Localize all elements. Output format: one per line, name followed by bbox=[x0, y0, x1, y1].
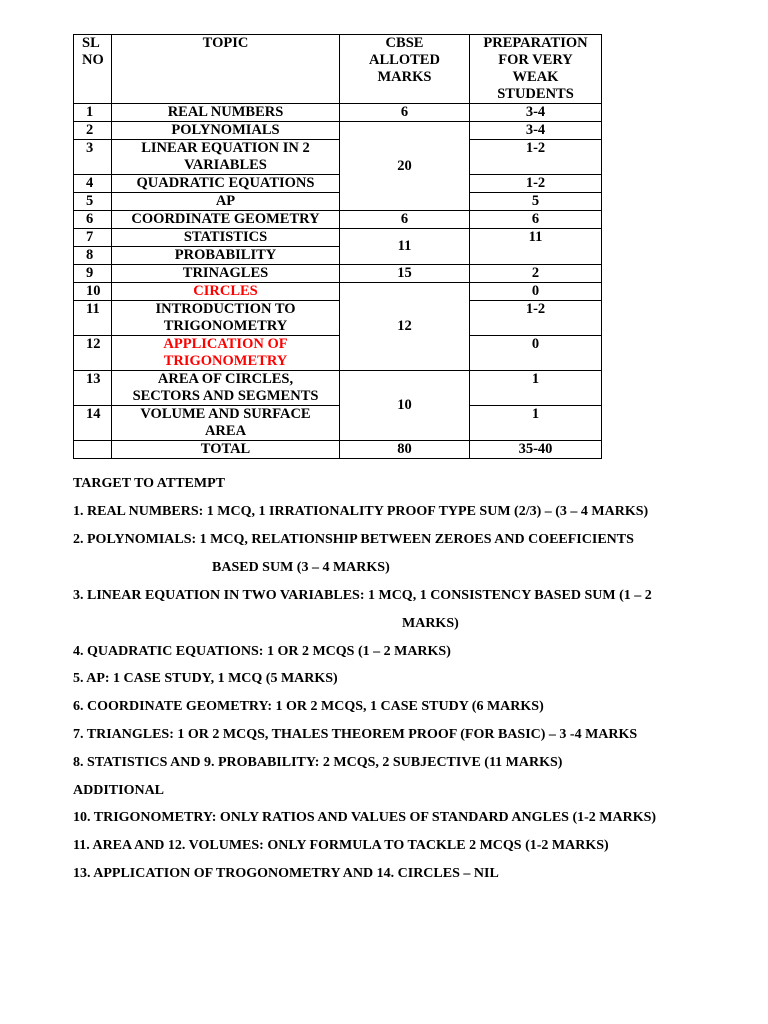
note-line: 5. AP: 1 CASE STUDY, 1 MCQ (5 MARKS) bbox=[73, 671, 338, 686]
sl-cell: 1 bbox=[74, 104, 112, 122]
sl-cell: 2 bbox=[74, 122, 112, 140]
prep-cell: 1 bbox=[470, 371, 602, 406]
sl-cell: 5 bbox=[74, 193, 112, 211]
marks-table bbox=[73, 34, 602, 459]
prep-cell: 11 bbox=[470, 229, 602, 265]
notes-heading: TARGET TO ATTEMPT bbox=[73, 476, 225, 491]
topic-cell: LINEAR EQUATION IN 2 VARIABLES bbox=[112, 140, 340, 175]
sl-cell: 13 bbox=[74, 371, 112, 406]
marks-cell: 6 bbox=[340, 104, 470, 122]
header-topic: TOPIC bbox=[112, 35, 340, 104]
table-row bbox=[74, 265, 602, 283]
sl-cell: 8 bbox=[74, 247, 112, 265]
table-row bbox=[74, 193, 602, 211]
topic-cell: STATISTICS bbox=[112, 229, 340, 247]
note-line: ADDITIONAL bbox=[73, 783, 165, 798]
table-row bbox=[74, 122, 602, 140]
header-prep: PREPARATION FOR VERY WEAK STUDENTS bbox=[470, 35, 602, 104]
header-sl: SL NO bbox=[74, 35, 112, 104]
sl-cell bbox=[74, 441, 112, 459]
header-cbse: CBSE ALLOTED MARKS bbox=[340, 35, 470, 104]
marks-cell: 15 bbox=[340, 265, 470, 283]
total-label: TOTAL bbox=[112, 441, 340, 459]
sl-cell: 3 bbox=[74, 140, 112, 175]
prep-cell: 1-2 bbox=[470, 140, 602, 175]
topic-cell: COORDINATE GEOMETRY bbox=[112, 211, 340, 229]
sl-cell: 10 bbox=[74, 283, 112, 301]
marks-cell: 6 bbox=[340, 211, 470, 229]
topic-cell: AP bbox=[112, 193, 340, 211]
table-row bbox=[74, 211, 602, 229]
topic-cell: QUADRATIC EQUATIONS bbox=[112, 175, 340, 193]
prep-cell: 3-4 bbox=[470, 104, 602, 122]
prep-cell: 1 bbox=[470, 406, 602, 441]
note-line: 1. REAL NUMBERS: 1 MCQ, 1 IRRATIONALITY PROOF TYPE SUM (2/3) – (3 – 4 MARKS) bbox=[73, 504, 649, 519]
sl-cell: 11 bbox=[74, 301, 112, 336]
table-row bbox=[74, 283, 602, 301]
prep-cell: 5 bbox=[470, 193, 602, 211]
note-line: 8. STATISTICS AND 9. PROBABILITY: 2 MCQS, 2 SUBJECTIVE (11 MARKS) bbox=[73, 755, 563, 770]
total-row bbox=[74, 441, 602, 459]
table-row bbox=[74, 104, 602, 122]
table-row bbox=[74, 336, 602, 371]
marks-cell: 11 bbox=[340, 229, 470, 265]
note-line: 11. AREA AND 12. VOLUMES: ONLY FORMULA TO TACKLE 2 MCQS (1-2 MARKS) bbox=[73, 838, 609, 853]
note-line: 10. TRIGONOMETRY: ONLY RATIOS AND VALUES OF STANDARD ANGLES (1-2 MARKS) bbox=[73, 810, 657, 825]
topic-cell: POLYNOMIALS bbox=[112, 122, 340, 140]
note-line: 13. APPLICATION OF TROGONOMETRY AND 14. CIRCLES – NIL bbox=[73, 866, 499, 881]
topic-cell: PROBABILITY bbox=[112, 247, 340, 265]
prep-cell: 1-2 bbox=[470, 175, 602, 193]
table-row bbox=[74, 371, 602, 406]
table-row bbox=[74, 406, 602, 441]
prep-cell: 6 bbox=[470, 211, 602, 229]
total-marks: 80 bbox=[340, 441, 470, 459]
note-line: 6. COORDINATE GEOMETRY: 1 OR 2 MCQS, 1 CASE STUDY (6 MARKS) bbox=[73, 699, 544, 714]
total-prep: 35-40 bbox=[470, 441, 602, 459]
topic-cell: VOLUME AND SURFACE AREA bbox=[112, 406, 340, 441]
prep-cell: 0 bbox=[470, 283, 602, 301]
prep-cell: 2 bbox=[470, 265, 602, 283]
sl-cell: 14 bbox=[74, 406, 112, 441]
sl-cell: 4 bbox=[74, 175, 112, 193]
topic-cell: INTRODUCTION TO TRIGONOMETRY bbox=[112, 301, 340, 336]
sl-cell: 6 bbox=[74, 211, 112, 229]
prep-cell: 1-2 bbox=[470, 301, 602, 336]
topic-cell: TRINAGLES bbox=[112, 265, 340, 283]
table-row bbox=[74, 229, 602, 247]
note-line: BASED SUM (3 – 4 MARKS) bbox=[212, 560, 390, 575]
table-row bbox=[74, 175, 602, 193]
sl-cell: 9 bbox=[74, 265, 112, 283]
marks-cell: 10 bbox=[340, 371, 470, 441]
prep-cell: 0 bbox=[470, 336, 602, 371]
table-row bbox=[74, 140, 602, 175]
note-line: 7. TRIANGLES: 1 OR 2 MCQS, THALES THEOREM PROOF (FOR BASIC) – 3 -4 MARKS bbox=[73, 727, 638, 742]
note-line: MARKS) bbox=[402, 616, 459, 631]
marks-cell: 12 bbox=[340, 283, 470, 371]
table-header-row bbox=[74, 35, 602, 104]
marks-cell: 20 bbox=[340, 122, 470, 211]
topic-cell: CIRCLES bbox=[112, 283, 340, 301]
note-line: 2. POLYNOMIALS: 1 MCQ, RELATIONSHIP BETWEEN ZEROES AND COEEFICIENTS bbox=[73, 532, 634, 547]
note-line: 3. LINEAR EQUATION IN TWO VARIABLES: 1 MCQ, 1 CONSISTENCY BASED SUM (1 – 2 bbox=[73, 588, 652, 603]
note-line: 4. QUADRATIC EQUATIONS: 1 OR 2 MCQS (1 – 2 MARKS) bbox=[73, 644, 451, 659]
topic-cell: REAL NUMBERS bbox=[112, 104, 340, 122]
prep-cell: 3-4 bbox=[470, 122, 602, 140]
topic-cell: APPLICATION OF TRIGONOMETRY bbox=[112, 336, 340, 371]
table-row bbox=[74, 301, 602, 336]
sl-cell: 12 bbox=[74, 336, 112, 371]
sl-cell: 7 bbox=[74, 229, 112, 247]
topic-cell: AREA OF CIRCLES, SECTORS AND SEGMENTS bbox=[112, 371, 340, 406]
